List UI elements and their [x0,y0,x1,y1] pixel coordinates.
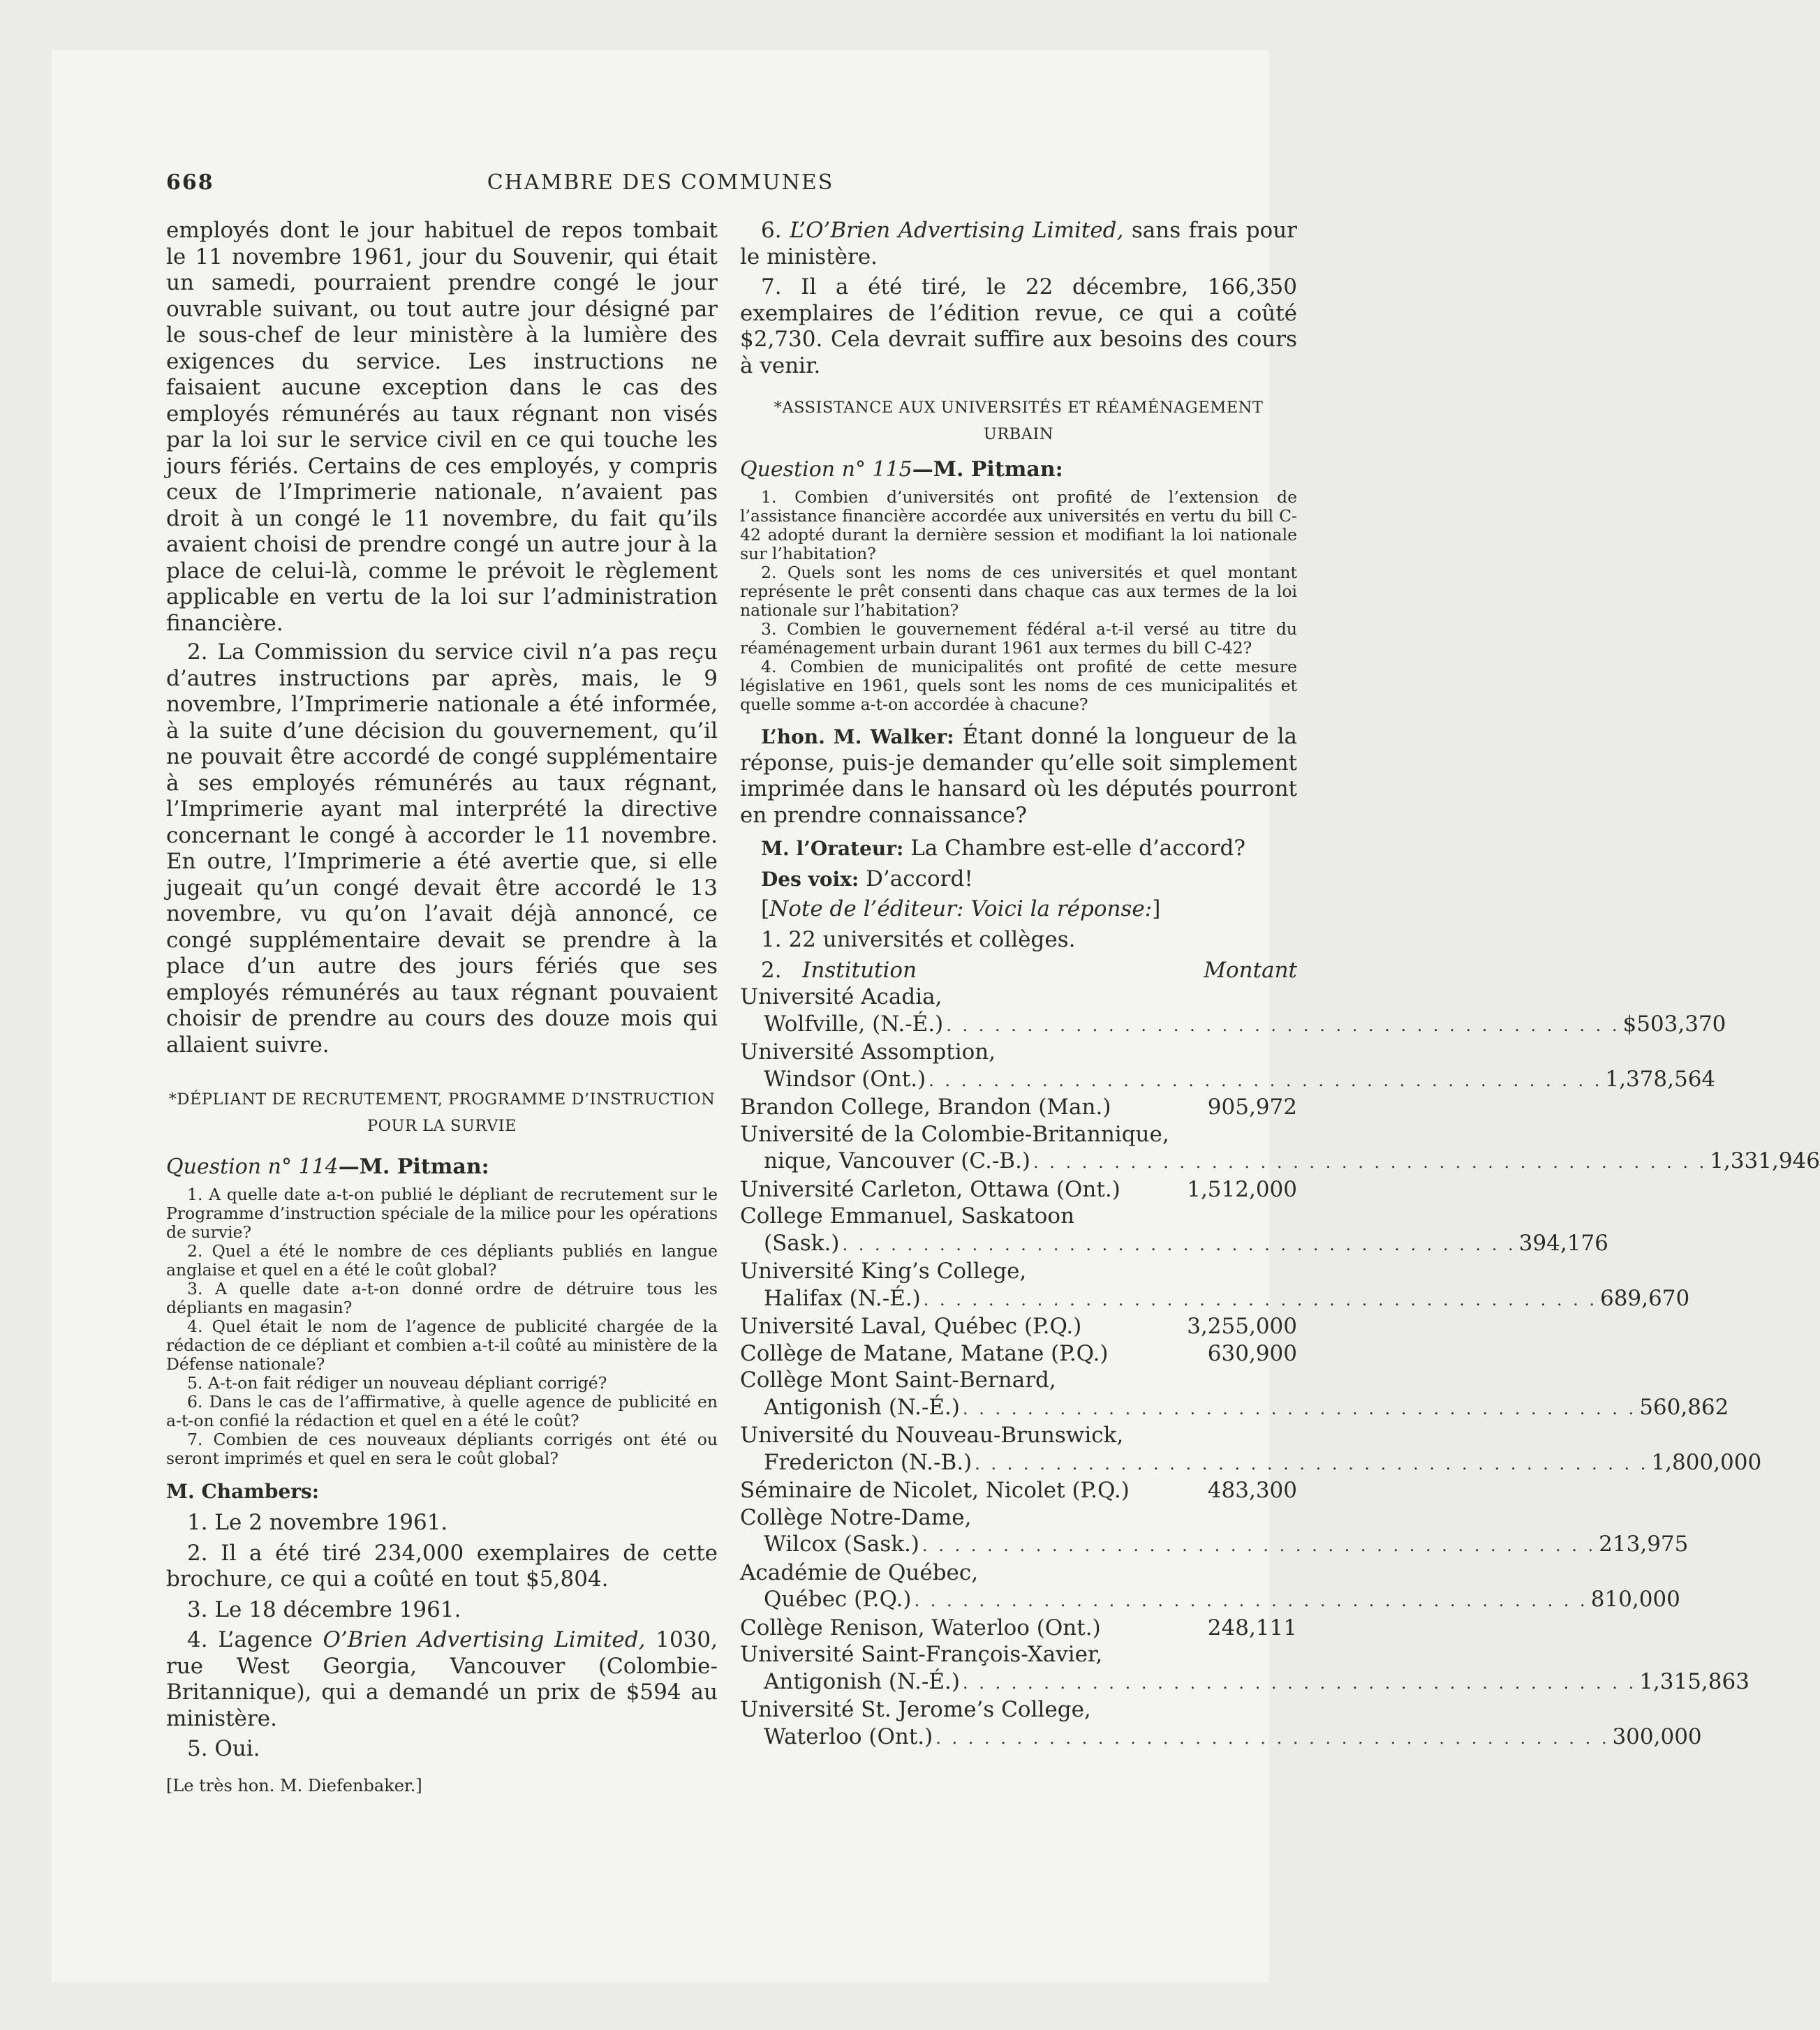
question-item: 1. Combien d’universités ont profité de l’extension de l’assistance financière accordée aux universités en vertu du bill C-42 adopté durant la dernière session et modifiant la loi nationale sur l’habitation? [740,487,1297,563]
page [52,50,1820,1983]
amount: 300,000 [1612,1724,1702,1749]
table-row [740,1477,1297,1504]
editor-note-close: ] [1152,896,1161,921]
institution-name: Collège de Matane, Matane (P.Q.) [740,1340,1109,1366]
table-row [740,1039,1716,1094]
institution-name: Académie de Québec, [740,1559,979,1585]
paragraph-1: employés dont le jour habituel de repos tombait le 11 novembre 1961, jour du Souvenir, qui était un samedi, pourraient prendre congé le jour ouvrable suivant, ou tout autre jour désigné par le sous-chef de leur ministère à la lumière des exigences du service. Les instructions ne faisaient aucune exception dans le cas des employés rémunérés au taux régnant non visés par la loi sur le service civil en ce qui touche les jours fériés. Certains de ces employés, y compris ceux de l’Imprimerie nationale, n’avaient pas droit à un congé le 11 novembre, du fait qu’ils avaient choisi de prendre congé un autre jour à la place de celui-là, comme le prévoit le règlement applicable en vertu de la loi sur l’administration financière. [166,218,718,636]
leader-dots: . . . . . . . . . . . . . . . . . . . . . . . . . . . . . . . . . . . . . . . . . . [1033,1153,1708,1172]
institution-name: Université Acadia, [740,984,942,1009]
table-row [740,1203,1608,1258]
leader-dots: . . . . . . . . . . . . . . . . . . . . . . . . . . . . . . . . . . . . . . . . . . [914,1591,1588,1610]
orateur-statement [740,836,1297,862]
university-table [740,984,1820,1751]
table-row [740,1641,1749,1696]
paragraph-2: 2. La Commission du service civil n’a pas reçu d’autres instructions par après, mais, le 9 novembre, l’Imprimerie nationale a été informée, à la suite d’une décision du gouvernement, qu’il ne pouvait être accordé de congé supplémentaire à ses employés rémunérés au taux régnant, l’Imprimerie ayant mal interprété la directive concernant le congé à accorder le 11 novembre. En outre, l’Imprimerie a été avertie que, si elle jugeait qu’un congé devait être accordé le 13 novembre, vu qu’on l’avait déjà annoncé, ce congé supplémentaire devait se prendre à la place d’un autre des jours fériés que ses employés rémunérés au taux régnant pouvaient choisir de prendre au cours des douze mois qui allaient suivre. [166,639,718,1058]
speaker-voices: Des voix: [761,867,859,891]
question-item: 4. Combien de municipalités ont profité de cette mesure législative en 1961, quels sont les noms de ces municipalités et quelle somme a-t-on accordée à chacune? [740,657,1297,714]
voices-statement [740,866,1297,893]
institution-name: Collège Notre-Dame, [740,1504,972,1530]
institution-name: Séminaire de Nicolet, Nicolet (P.Q.) [740,1478,1130,1503]
amount: 905,972 [1207,1095,1297,1120]
institution-name: Collège Renison, Waterloo (Ont.) [740,1615,1101,1640]
currency-symbol: $ [1622,1011,1637,1037]
table-row [740,1422,1762,1477]
amount: 1,512,000 [1187,1176,1297,1202]
leader-dots: . . . . . . . . . . . . . . . . . . . . . . . . . . . . . . . . . . . . . . . . . . [962,1398,1637,1418]
question-number: Question n° 115 [740,457,912,482]
question-item: 3. A quelle date a-t-on donné ordre de détruire tous les dépliants en magasin? [166,1279,718,1317]
leader-dots: . . . . . . . . . . . . . . . . . . . . . . . . . . . . . . . . . . . . . . . . . . [842,1234,1516,1254]
table-row [740,984,1726,1039]
institution-name: Brandon College, Brandon (Man.) [740,1095,1111,1120]
table-header [740,957,1297,984]
table-row [740,1504,1689,1559]
table-row [740,1176,1297,1203]
institution-location: Fredericton (N.-B.) [764,1449,972,1475]
answer-4-rest: 1030, rue West Georgia, Vancouver (Colombie-Britannique), qui a demandé un prix de $594 au ministère. [166,1627,718,1731]
answer-6-agency: L’O’Brien Advertising Limited, [790,218,1124,243]
question-item: 6. Dans le cas de l’affirmative, à quelle agence de publicité en a-t-on confié la rédaction et quel en a été le coût? [166,1392,718,1430]
answer-5: 5. Oui. [187,1736,260,1761]
amount: 3,255,000 [1187,1314,1297,1339]
institution-name: Université de la Colombie-Britannique, [740,1121,1169,1147]
amount: 630,900 [1207,1340,1297,1366]
institution-name: Collège Mont Saint-Bernard, [740,1368,1056,1393]
institution-location: Québec (P.Q.) [764,1587,912,1612]
question-member: —M. Pitman: [912,457,1063,482]
amount: 689,670 [1599,1285,1690,1311]
institution-name: Université Assomption, [740,1039,996,1065]
leader-dots: . . . . . . . . . . . . . . . . . . . . . . . . . . . . . . . . . . . . . . . . . . [929,1070,1603,1090]
orateur-text: La Chambre est-elle d’accord? [903,836,1245,861]
leader-dots: . . . . . . . . . . . . . . . . . . . . . . . . . . . . . . . . . . . . . . . . . . [946,1015,1620,1035]
institution-name: Université King’s College, [740,1259,1027,1284]
question-115-line [740,456,1297,484]
table-row [740,1615,1297,1642]
institution-name: College Emmanuel, Saskatoon [740,1203,1075,1229]
question-item: 7. Combien de ces nouveaux dépliants corrigés ont été ou seront imprimés et quel en sera le coût global? [166,1430,718,1468]
editor-note-text: Note de l’éditeur: Voici la réponse: [769,896,1153,921]
institution-location: Antigonish (N.-É.) [764,1668,960,1694]
answer-6-prefix: 6. [761,218,790,243]
table-row [740,1559,1680,1615]
amount: 394,176 [1518,1230,1608,1256]
right-column [740,218,1820,1751]
institution-location: (Sask.) [764,1230,840,1256]
table-col-institution: Institution [802,958,917,983]
table-number: 2. [761,958,782,983]
answer-4 [166,1627,718,1732]
walker-statement [740,724,1297,829]
speaker-line [166,1478,718,1506]
table-row [740,1340,1297,1368]
amount: 1,800,000 [1651,1449,1762,1475]
table-row [740,1094,1297,1121]
institution-location: Waterloo (Ont.) [764,1724,933,1749]
leader-dots: . . . . . . . . . . . . . . . . . . . . . . . . . . . . . . . . . . . . . . . . . . [975,1453,1649,1474]
question-item: 1. A quelle date a-t-on publié le dépliant de recrutement sur le Programme d’instruction spéciale de la milice pour les opérations de survie? [166,1185,718,1242]
left-column [166,218,718,1796]
page-header [52,170,1269,198]
question-list-114 [166,1185,718,1468]
answer-list-114 [166,1510,718,1623]
institution-name: Université Saint-François-Xavier, [740,1642,1103,1667]
institution-name: Université St. Jerome’s College, [740,1697,1091,1722]
amount: 1,378,564 [1605,1066,1716,1092]
amount: 810,000 [1590,1587,1680,1612]
leader-dots: . . . . . . . . . . . . . . . . . . . . . . . . . . . . . . . . . . . . . . . . . . [923,1289,1597,1310]
answer-6-rest: sans frais pour le ministère. [740,218,1298,269]
amount: 1,331,946 [1710,1148,1820,1173]
institution-name: Université Carleton, Ottawa (Ont.) [740,1176,1120,1202]
amount: 1,315,863 [1639,1668,1749,1694]
amount: 213,975 [1599,1532,1689,1557]
speaker-note: [Le très hon. M. Diefenbaker.] [166,1775,422,1795]
table-header-left [761,957,917,984]
answer-6 [740,218,1297,270]
amount: 248,111 [1207,1615,1297,1640]
question-number: Question n° 114 [166,1155,339,1179]
leader-dots: . . . . . . . . . . . . . . . . . . . . . . . . . . . . . . . . . . . . . . . . . . [962,1673,1637,1693]
table-row [740,1121,1820,1176]
amount: 483,300 [1207,1478,1297,1503]
answer-115-1: 1. 22 universités et collèges. [761,926,1076,952]
speaker-chambers: M. Chambers: [166,1480,320,1503]
amount: 560,862 [1639,1394,1729,1420]
question-list-115 [740,488,1297,714]
running-head: CHAMBRE DES COMMUNES [487,170,834,195]
institution-location: Halifax (N.-É.) [764,1285,921,1311]
answer-item: 2. Il a été tiré 234,000 exemplaires de cette brochure, ce qui a coûté en tout $5,804. [166,1540,718,1592]
walker-text: Étant donné la longueur de la réponse, puis-je demander qu’elle soit simplement imprimée dans le hansard où les députés pourront en prendre connaissance? [740,724,1297,828]
question-item: 2. Quel a été le nombre de ces dépliants publiés en langue anglaise et quel en a été le coût global? [166,1241,718,1280]
institution-name: Université du Nouveau-Brunswick, [740,1423,1124,1448]
voices-text: D’accord! [859,866,973,891]
amount: 503,370 [1636,1011,1726,1037]
table-row [740,1313,1297,1340]
answer-item: 1. Le 2 novembre 1961. [187,1510,448,1535]
question-item: 5. A-t-on fait rédiger un nouveau dépliant corrigé? [187,1373,607,1393]
answer-4-agency: O’Brien Advertising Limited, [323,1627,646,1652]
table-col-amount: Montant [1204,958,1297,983]
institution-location: Wilcox (Sask.) [764,1532,919,1557]
answer-item: 3. Le 18 décembre 1961. [187,1596,461,1622]
institution-location: Wolfville, (N.-É.) [764,1011,944,1037]
institution-name: Université Laval, Québec (P.Q.) [740,1314,1082,1339]
institution-location: nique, Vancouver (C.-B.) [764,1148,1031,1173]
editor-note [740,896,1297,923]
editor-note-open: [ [761,896,770,921]
question-item: 3. Combien le gouvernement fédéral a-t-il versé au titre du réaménagement urbain durant 1961 aux termes du bill C-42? [740,619,1297,658]
institution-location: Antigonish (N.-É.) [764,1394,960,1420]
section-heading-115: *ASSISTANCE AUX UNIVERSITÉS ET RÉAMÉNAGEMENT URBAIN [774,399,1264,443]
question-member: —M. Pitman: [338,1155,489,1179]
question-item: 2. Quels sont les noms de ces universités et quel montant représente le prêt consenti dans chaque cas aux termes de la loi nationale sur l’habitation? [740,563,1297,620]
speaker-walker: L’hon. M. Walker: [761,725,954,748]
institution-location: Windsor (Ont.) [764,1066,926,1092]
question-114-line [166,1153,718,1181]
answer-4-prefix: 4. L’agence [187,1627,323,1652]
section-heading-114: *DÉPLIANT DE RECRUTEMENT, PROGRAMME D’INSTRUCTION POUR LA SURVIE [168,1090,716,1135]
leader-dots: . . . . . . . . . . . . . . . . . . . . . . . . . . . . . . . . . . . . . . . . . . [935,1728,1610,1748]
table-row [740,1258,1690,1313]
answer-7: 7. Il a été tiré, le 22 décembre, 166,350 exemplaires de l’édition revue, ce qui a coûté $2,730. Cela devrait suffire aux besoins des cours à venir. [740,274,1297,378]
question-item: 4. Quel était le nom de l’agence de publicité chargée de la rédaction de ce dépliant et combien a-t-il coûté au ministère de la Défense nationale? [166,1317,718,1374]
speaker-orateur: M. l’Orateur: [761,837,904,860]
table-row [740,1696,1702,1751]
page-number: 668 [166,170,214,195]
table-row [740,1367,1729,1422]
leader-dots: . . . . . . . . . . . . . . . . . . . . . . . . . . . . . . . . . . . . . . . . . . [922,1536,1597,1555]
